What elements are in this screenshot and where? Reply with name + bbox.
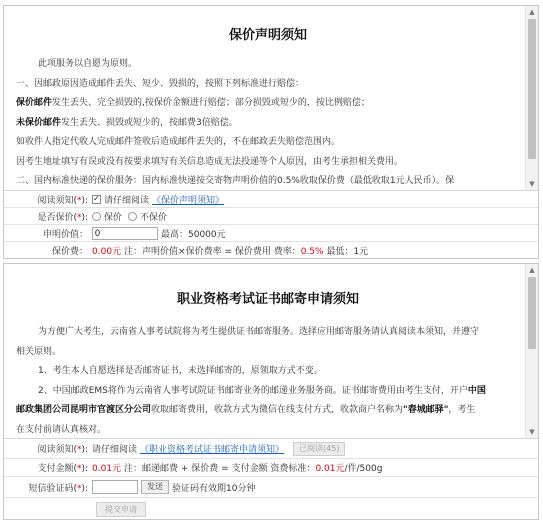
insurance-notice-title: 保价声明须知 xyxy=(228,28,307,43)
insurance-choice-row xyxy=(4,208,538,225)
submit-row xyxy=(4,498,538,520)
insurance-read-label: 阅读须知(*): xyxy=(37,195,88,206)
insurance-read-row xyxy=(4,191,538,208)
scroll-up-arrow-icon[interactable]: ▲ xyxy=(529,8,535,16)
mail-notice-link[interactable]: 《职业资格考试证书邮寄申请须知》 xyxy=(140,445,285,455)
insurance-line-2-bold: 保价邮件 xyxy=(16,98,53,108)
mail-read-row xyxy=(4,439,538,459)
sms-code-input[interactable] xyxy=(92,480,138,494)
insurance-fee-row xyxy=(4,242,538,259)
insurance-read-checkbox[interactable]: ✓ xyxy=(93,194,100,203)
insure-no-radio[interactable] xyxy=(128,212,137,221)
payment-row xyxy=(4,459,538,477)
insurance-line-6: 二、国内标准快递的保价服务：国内标准快递按交寄物声明价值的0.5%收取保价费（最低收取1元人民币）。保 xyxy=(16,176,455,186)
mail-item-1: 1、考生本人自愿选择是否邮寄证书，未选择邮寄的，原领取方式不变。 xyxy=(38,366,323,376)
mail-notice-title: 职业资格考试证书邮寄申请须知 xyxy=(176,292,359,307)
insurance-fee-note: 注：声明价值×保价费率 = 保价费用 费率：0.5% 最低：1元 xyxy=(124,247,369,257)
insurance-line-3-bold: 未保价邮件 xyxy=(16,117,62,128)
scroll-up-arrow-icon[interactable]: ▲ xyxy=(529,266,535,274)
declared-value-row xyxy=(4,225,538,242)
mail-panel xyxy=(3,263,539,520)
insurance-choice-label: 是否保价(*): xyxy=(37,212,88,223)
insurance-panel xyxy=(3,5,539,259)
insurance-line-1: 一、因邮政原因造成邮件丢失、短少、毁损的，按照下列标准进行赔偿： xyxy=(16,78,305,89)
mail-item-2-line-1: 2、中国邮政EMS将作为云南省人事考试院证书邮寄业务的邮递业务服务商。证书邮寄费用由考生支付，开户中国 xyxy=(38,385,486,396)
insurance-notice-scrollbox[interactable] xyxy=(4,6,538,191)
submit-application-button[interactable]: 提交申请 xyxy=(96,502,146,517)
insurance-line-3-text: 发生丢失、损毁或短少的，按邮费3倍赔偿。 xyxy=(61,117,238,128)
sms-code-note: 验证码有效期10分钟 xyxy=(172,483,256,494)
mail-intro-line-1: 为方便广大考生，云南省人事考试院将为考生提供证书邮寄服务。选择应用邮寄服务请认真阅读本须知，并遵守 xyxy=(38,327,480,337)
insurance-scrollbar[interactable] xyxy=(525,6,538,190)
mail-read-label: 阅读须知(*): xyxy=(37,445,88,455)
insurance-read-prefix: 请仔细阅读 xyxy=(104,195,150,206)
declared-value-input[interactable] xyxy=(92,227,158,240)
insurance-fee-amount: 0.00元 xyxy=(92,247,122,257)
insurance-line-0: 此项服务以自愿为原则。 xyxy=(38,59,138,69)
insurance-line-4: 如收件人指定代收人完成邮件签收后造成邮件丢失的，不在邮政丢失赔偿范围内。 xyxy=(16,137,341,147)
insure-yes-label[interactable]: 保价 xyxy=(104,212,123,223)
insurance-line-3 xyxy=(16,114,520,134)
sms-code-row xyxy=(4,477,538,498)
insure-yes-radio[interactable] xyxy=(92,212,101,221)
read-confirm-button[interactable]: 已阅读(45) xyxy=(293,442,345,456)
scroll-down-arrow-icon[interactable]: ▼ xyxy=(529,180,535,188)
mail-intro-line-2: 相关原则。 xyxy=(16,346,62,357)
insurance-line-2-text: 发生丢失、完全损毁的,按保价金额进行赔偿；部分损毁或短少的，按比例赔偿； xyxy=(52,98,370,108)
mail-item-2-line-2: 邮政集团公司昆明市官渡区分公司收取邮寄费用，收款方式为微信在线支付方式，收款商户名称为"春城邮驿"，考生 xyxy=(16,405,476,415)
mail-notice-scrollbox[interactable] xyxy=(4,264,538,439)
mail-item-2-line-3: 在支付前请认真核对。 xyxy=(16,424,107,435)
sms-code-label: 短信验证码(*): xyxy=(28,483,88,494)
send-code-button[interactable]: 发送 xyxy=(141,480,169,494)
insurance-fee-label: 保价费： xyxy=(51,247,88,257)
mail-scrollbar-thumb[interactable] xyxy=(528,277,536,349)
declared-value-max: 最高：50000元 xyxy=(161,229,226,240)
insurance-line-5: 因考生地址填写有误或没有按要求填写有关信息造成无法投递等个人原因，由考生承担相关费用。 xyxy=(16,156,404,167)
insurance-scrollbar-thumb[interactable] xyxy=(528,19,536,159)
payment-amount: 0.01元 xyxy=(92,464,122,474)
payment-label: 支付金额(*): xyxy=(37,464,88,474)
declared-value-label: 申明价值： xyxy=(42,229,88,240)
mail-scrollbar[interactable] xyxy=(525,264,538,438)
payment-note: 注：邮递邮费 + 保价费 = 支付金额 资费标准：0.01元/件/500g xyxy=(124,464,383,474)
scroll-down-arrow-icon[interactable]: ▼ xyxy=(529,428,535,436)
insure-no-label[interactable]: 不保价 xyxy=(140,212,168,223)
insurance-line-2 xyxy=(16,94,520,114)
mail-read-prefix: 请仔细阅读 xyxy=(92,445,138,455)
insurance-notice-link[interactable]: 《保价声明须知》 xyxy=(152,195,225,206)
